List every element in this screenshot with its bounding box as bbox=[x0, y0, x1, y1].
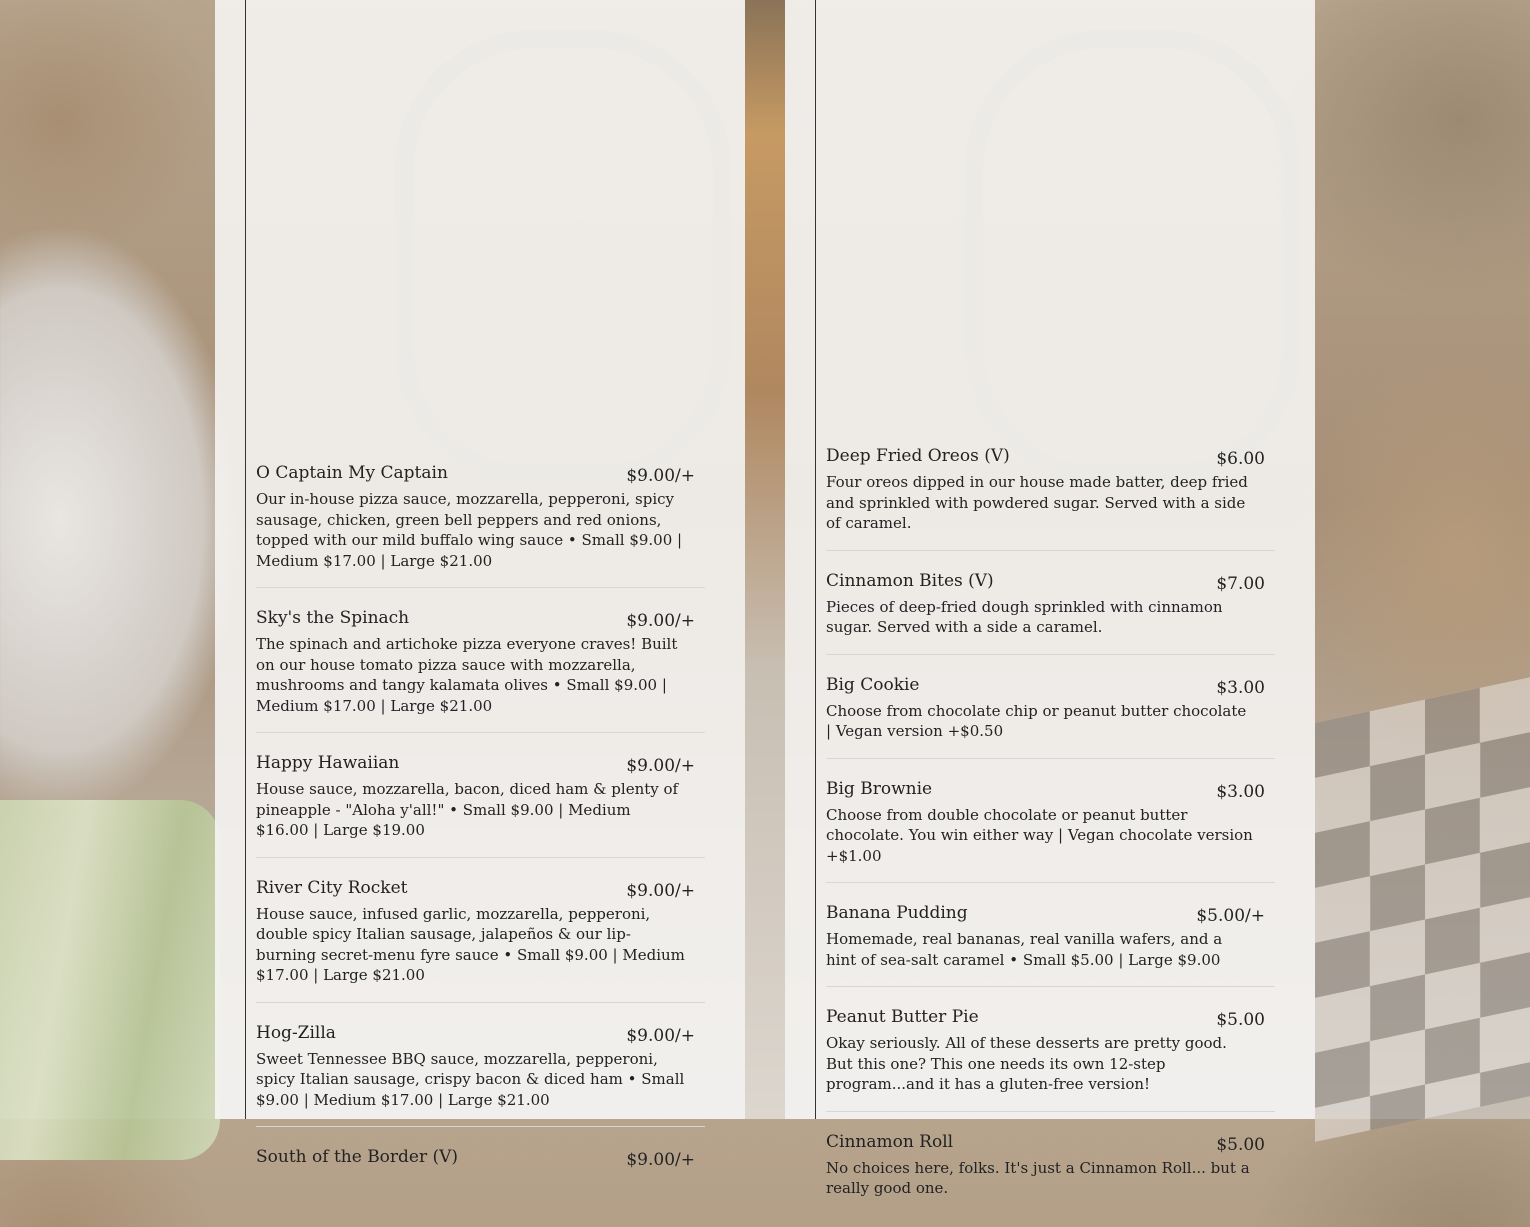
menu-item-name: Sky's the Spinach bbox=[256, 608, 410, 628]
menu-item-price: $9.00/+ bbox=[626, 611, 695, 631]
background-photo-strip bbox=[745, 0, 785, 1119]
menu-list-desserts bbox=[826, 438, 1275, 1227]
menu-item-description: The spinach and artichoke pizza everyone craves! Built on our house tomato pizza sauce with mozzarella, mushrooms and tangy kalamata olives • Small $9.00 | Medium $17.00 | Large $21.00 bbox=[256, 635, 678, 715]
menu-item-name: Deep Fried Oreos (V) bbox=[826, 446, 1010, 466]
menu-panel-desserts bbox=[785, 0, 1315, 1197]
menu-item-price: $9.00/+ bbox=[626, 1025, 695, 1046]
menu-item bbox=[256, 1139, 705, 1183]
menu-item bbox=[256, 745, 705, 858]
menu-item-name: O Captain My Captain bbox=[256, 463, 448, 483]
menu-item-price: $7.00 bbox=[1216, 573, 1265, 594]
menu-item-price: $9.00/+ bbox=[626, 466, 695, 486]
menu-panel-pizzas bbox=[215, 0, 745, 1170]
menu-item bbox=[826, 1124, 1275, 1215]
panel-divider-line bbox=[815, 0, 816, 1119]
menu-item bbox=[826, 895, 1275, 987]
menu-item-description: Four oreos dipped in our house made batter, deep fried and sprinkled with powdered sugar. Served with a side of caramel. bbox=[826, 473, 1248, 532]
menu-item-description: Choose from double chocolate or peanut butter chocolate. You win either way | Vegan chocolate version +$1.00 bbox=[826, 805, 1253, 865]
panel-watermark-image bbox=[395, 30, 731, 486]
menu-item-description: No choices here, folks. It's just a Cinnamon Roll... but a really good one. bbox=[826, 1158, 1250, 1197]
menu-item-price: $9.00/+ bbox=[626, 1150, 695, 1170]
menu-item-price: $5.00 bbox=[1216, 1134, 1265, 1155]
panel-divider-line bbox=[245, 0, 246, 1119]
menu-item-name: Banana Pudding bbox=[826, 903, 968, 923]
background-photo-checkered-paper bbox=[1315, 677, 1530, 1142]
menu-item bbox=[256, 600, 705, 733]
menu-item-name: Cinnamon Roll bbox=[826, 1131, 954, 1152]
menu-item-name: Big Brownie bbox=[826, 778, 933, 799]
menu-item-price: $3.00 bbox=[1216, 781, 1265, 802]
menu-item-name: Happy Hawaiian bbox=[256, 753, 400, 773]
menu-item bbox=[826, 771, 1275, 884]
menu-item-name: Cinnamon Bites (V) bbox=[826, 570, 994, 591]
menu-item-description: House sauce, infused garlic, mozzarella, pepperoni, double spicy Italian sausage, jalapeños & our lip-burning secret-menu fyre sauce • Small $9.00 | Medium $17.00 | Large $21.00 bbox=[256, 904, 685, 984]
menu-item-description: Okay seriously. All of these desserts are pretty good. But this one? This one needs its own 12-step program...and it has a gluten-free version! bbox=[826, 1034, 1227, 1093]
menu-item-description: House sauce, mozzarella, bacon, diced ham & plenty of pineapple - "Aloha y'all!" • Small $9.00 | Medium $16.00 | Large $19.00 bbox=[256, 780, 679, 839]
menu-item-price: $9.00/+ bbox=[626, 756, 695, 776]
menu-item bbox=[826, 999, 1275, 1112]
menu-item-description: Sweet Tennessee BBQ sauce, mozzarella, pepperoni, spicy Italian sausage, crispy bacon & diced ham • Small $9.00 | Medium $17.00 | Large $21.00 bbox=[256, 1049, 685, 1109]
menu-item-description: Homemade, real bananas, real vanilla wafers, and a hint of sea-salt caramel • Small $5.00 | Large $9.00 bbox=[826, 930, 1223, 969]
menu-item-name: Hog-Zilla bbox=[256, 1022, 336, 1043]
menu-item-price: $9.00/+ bbox=[626, 880, 695, 901]
menu-item-name: Big Cookie bbox=[826, 674, 920, 695]
menu-item-name: Peanut Butter Pie bbox=[826, 1007, 979, 1027]
menu-list-pizzas bbox=[256, 455, 705, 1195]
menu-item-description: Choose from chocolate chip or peanut butter chocolate | Vegan version +$0.50 bbox=[826, 701, 1247, 740]
menu-item bbox=[826, 667, 1275, 759]
menu-item-price: $6.00 bbox=[1216, 449, 1265, 469]
menu-item-description: Our in-house pizza sauce, mozzarella, pepperoni, spicy sausage, chicken, green bell peppers and red onions, topped with our mild buffalo wing sauce • Small $9.00 | Medium $17.00 | Large $21.00 bbox=[256, 490, 683, 570]
menu-item-price: $5.00 bbox=[1216, 1010, 1265, 1030]
menu-item bbox=[256, 870, 705, 1003]
background-photo-celery bbox=[0, 800, 220, 1160]
menu-item-name: River City Rocket bbox=[256, 877, 408, 898]
menu-item bbox=[256, 455, 705, 588]
menu-item bbox=[826, 563, 1275, 655]
menu-item bbox=[256, 1015, 705, 1128]
panel-watermark-image bbox=[965, 30, 1301, 486]
menu-item-description: Pieces of deep-fried dough sprinkled with cinnamon sugar. Served with a side a caramel. bbox=[826, 597, 1223, 636]
menu-item-price: $3.00 bbox=[1216, 677, 1265, 698]
menu-item-name: South of the Border (V) bbox=[256, 1147, 459, 1167]
menu-item bbox=[826, 438, 1275, 551]
menu-item-price: $5.00/+ bbox=[1196, 906, 1265, 926]
